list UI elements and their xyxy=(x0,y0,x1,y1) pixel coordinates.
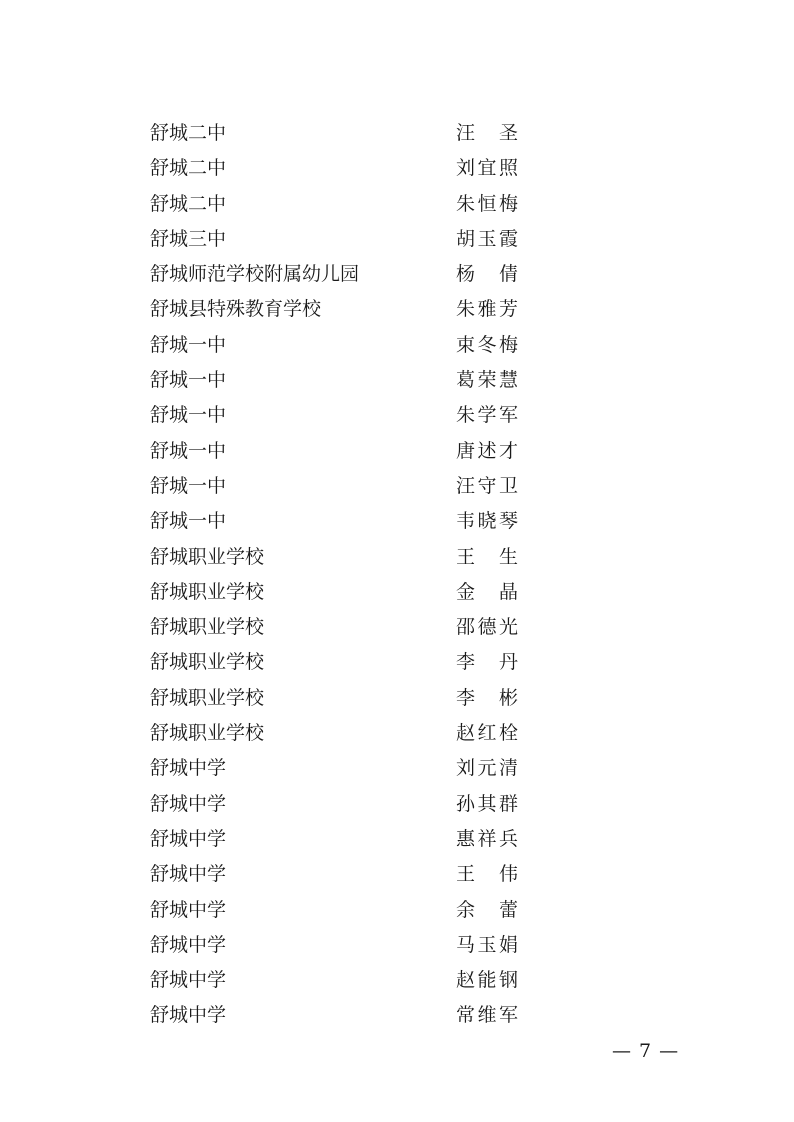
school-name: 舒城三中 xyxy=(150,227,227,250)
person-name: 朱 雅 芳 xyxy=(456,298,518,321)
person-name: 葛 荣 慧 xyxy=(456,369,518,392)
person-name: 金 晶 xyxy=(456,580,518,603)
list-item xyxy=(150,857,530,892)
school-name: 舒城职业学校 xyxy=(150,686,265,709)
list-item xyxy=(150,292,530,327)
list-item xyxy=(150,963,530,998)
person-name: 胡 玉 霞 xyxy=(456,227,518,250)
person-name: 李 丹 xyxy=(456,651,518,674)
person-name: 汪 圣 xyxy=(456,122,518,144)
school-name: 舒城中学 xyxy=(150,898,227,921)
person-name: 余 蕾 xyxy=(456,898,518,921)
person-name: 赵 红 栓 xyxy=(456,722,518,745)
list-item xyxy=(150,504,530,539)
person-name: 杨 倩 xyxy=(456,263,518,286)
list-item xyxy=(150,822,530,857)
name-list xyxy=(150,116,530,1034)
school-name: 舒城师范学校附属幼儿园 xyxy=(150,263,360,286)
person-name: 赵 能 钢 xyxy=(456,969,518,992)
school-name: 舒城县特殊教育学校 xyxy=(150,298,322,321)
list-item xyxy=(150,540,530,575)
list-item xyxy=(150,257,530,292)
school-name: 舒城二中 xyxy=(150,192,227,215)
list-item xyxy=(150,575,530,610)
list-item xyxy=(150,787,530,822)
school-name: 舒城中学 xyxy=(150,792,227,815)
person-name: 刘 宜 照 xyxy=(456,157,518,180)
list-item xyxy=(150,610,530,645)
list-item xyxy=(150,363,530,398)
person-name: 惠 祥 兵 xyxy=(456,827,518,850)
school-name: 舒城职业学校 xyxy=(150,722,265,745)
school-name: 舒城职业学校 xyxy=(150,545,265,568)
list-item xyxy=(150,893,530,928)
list-item xyxy=(150,151,530,186)
school-name: 舒城中学 xyxy=(150,933,227,956)
list-item xyxy=(150,116,530,151)
list-item xyxy=(150,716,530,751)
school-name: 舒城职业学校 xyxy=(150,651,265,674)
school-name: 舒城中学 xyxy=(150,863,227,886)
school-name: 舒城中学 xyxy=(150,969,227,992)
list-item xyxy=(150,928,530,963)
list-item xyxy=(150,187,530,222)
person-name: 汪 守 卫 xyxy=(456,474,518,497)
person-name: 刘 元 清 xyxy=(456,757,518,780)
person-name: 韦 晓 琴 xyxy=(456,510,518,533)
school-name: 舒城一中 xyxy=(150,404,227,427)
school-name: 舒城中学 xyxy=(150,757,227,780)
school-name: 舒城二中 xyxy=(150,122,227,144)
person-name: 孙 其 群 xyxy=(456,792,518,815)
list-item xyxy=(150,751,530,786)
list-item xyxy=(150,398,530,433)
school-name: 舒城职业学校 xyxy=(150,580,265,603)
list-item xyxy=(150,681,530,716)
person-name: 马 玉 娟 xyxy=(456,933,518,956)
school-name: 舒城一中 xyxy=(150,333,227,356)
school-name: 舒城一中 xyxy=(150,439,227,462)
person-name: 唐 述 才 xyxy=(456,439,518,462)
person-name: 朱 恒 梅 xyxy=(456,192,518,215)
school-name: 舒城职业学校 xyxy=(150,616,265,639)
school-name: 舒城一中 xyxy=(150,510,227,533)
person-name: 邵 德 光 xyxy=(456,616,518,639)
person-name: 王 伟 xyxy=(456,863,518,886)
person-name: 王 生 xyxy=(456,545,518,568)
person-name: 朱 学 军 xyxy=(456,404,518,427)
school-name: 舒城中学 xyxy=(150,827,227,850)
person-name: 常 维 军 xyxy=(456,1004,518,1027)
school-name: 舒城二中 xyxy=(150,157,227,180)
school-name: 舒城中学 xyxy=(150,1004,227,1027)
school-name: 舒城一中 xyxy=(150,369,227,392)
list-item xyxy=(150,998,530,1033)
page-number: — 7 — xyxy=(612,1040,680,1062)
list-item xyxy=(150,328,530,363)
person-name: 李 彬 xyxy=(456,686,518,709)
list-item xyxy=(150,469,530,504)
list-item xyxy=(150,434,530,469)
school-name: 舒城一中 xyxy=(150,474,227,497)
list-item xyxy=(150,222,530,257)
person-name: 束 冬 梅 xyxy=(456,333,518,356)
list-item xyxy=(150,645,530,680)
